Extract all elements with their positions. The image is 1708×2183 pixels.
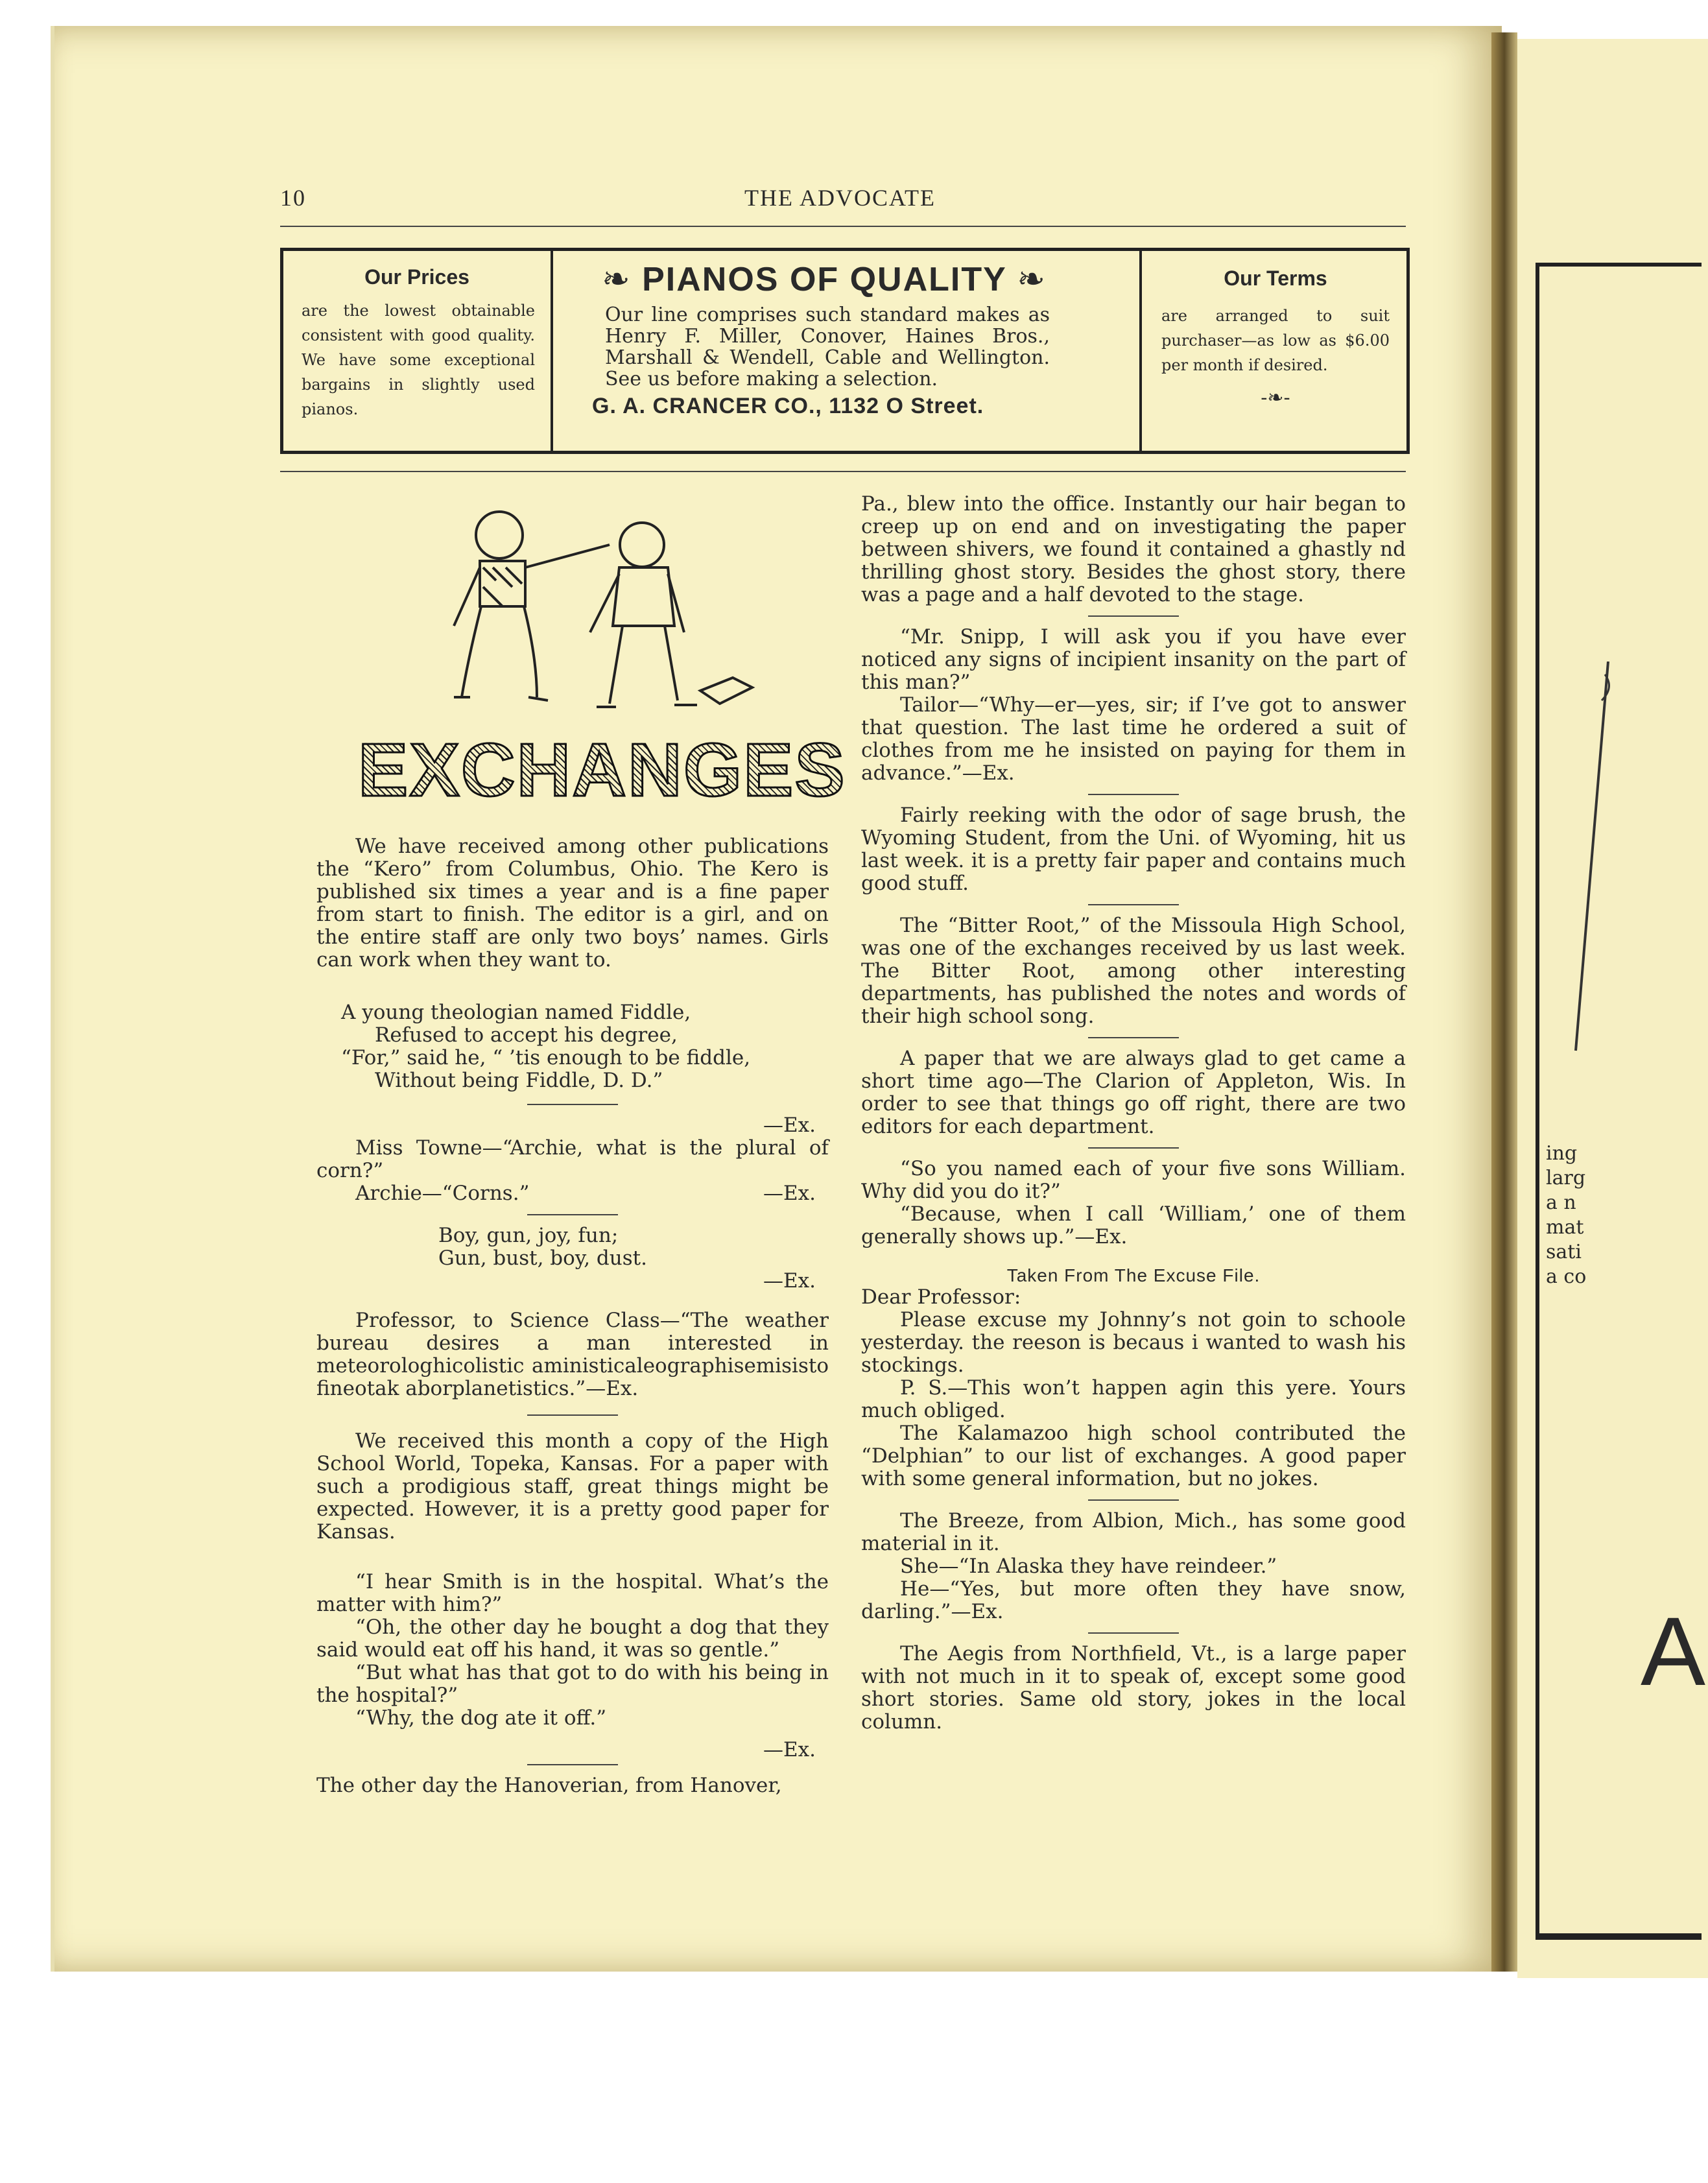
clarion-paragraph: A paper that we are always glad to get came a short time ago—The Clarion of Appleton, Wis. In order to see that things go off right, there are two editors for each department. bbox=[861, 1047, 1406, 1138]
smith-paragraph: “I hear Smith is in the hospital. What’s the matter with him?” bbox=[316, 1570, 829, 1616]
ad-terms-text: are arranged to suit purchaser—as low as $6.00 per month if desired. bbox=[1161, 307, 1390, 374]
separator bbox=[1088, 1147, 1179, 1149]
piano-advertisement bbox=[280, 248, 1410, 454]
excuse-postscript: P. S.—This won’t happen agin this yere. Yours much obliged. bbox=[861, 1376, 1406, 1422]
ad-terms-title: Our Terms bbox=[1224, 267, 1327, 290]
poem-line: Without being Fiddle, D. D.” bbox=[375, 1069, 663, 1092]
wyoming-paragraph: Fairly reeking with the odor of sage brush, the Wyoming Student, from the Uni. of Wyoming, hit us last week. it is a pretty fair paper and contains much good stuff. bbox=[861, 804, 1406, 895]
snipp-paragraph: “Mr. Snipp, I will ask you if you have ever noticed any signs of incipient insanity on the part of this man?” bbox=[861, 625, 1406, 694]
ad-bottom-rule bbox=[280, 471, 1406, 472]
separator bbox=[1088, 615, 1179, 617]
breeze-paragraph: The Breeze, from Albion, Mich., has some good material in it. bbox=[861, 1509, 1406, 1555]
adjacent-big-letter: A bbox=[1641, 1597, 1706, 1706]
separator bbox=[527, 1414, 618, 1416]
breeze-paragraph-2: She—“In Alaska they have reindeer.” bbox=[900, 1555, 1277, 1578]
adjacent-text-5: sati bbox=[1546, 1241, 1582, 1263]
excuse-salutation: Dear Professor: bbox=[861, 1285, 1021, 1309]
towne-paragraph: Miss Towne—“Archie, what is the plural of corn?” bbox=[316, 1136, 829, 1182]
adjacent-page-illustration bbox=[1569, 662, 1621, 1064]
william-paragraph: “So you named each of your five sons William. Why did you do it?” bbox=[861, 1157, 1406, 1203]
separator bbox=[1088, 1037, 1179, 1038]
left-column bbox=[316, 835, 829, 1797]
excuse-file-heading: Taken From The Excuse File. bbox=[1006, 1265, 1261, 1285]
ad-center-text: Our line comprises such standard makes as Henry F. Miller, Conover, Haines Bros., Marshall & Wendell, Cable and Wellington. See us before making a selection. bbox=[605, 304, 1050, 390]
smith-paragraph-2: “Oh, the other day he bought a dog that they said would eat off his hand, it was so gentle.” bbox=[316, 1616, 829, 1662]
separator bbox=[1088, 1499, 1179, 1501]
hanoverian-paragraph: The other day the Hanoverian, from Hanover, bbox=[316, 1774, 782, 1797]
archie-text: Archie—“Corns.” bbox=[355, 1182, 530, 1205]
tailor-paragraph: Tailor—“Why—er—yes, sir; if I’ve got to answer that question. The last time he ordered a suit of clothes from me he insisted on paying for them in advance.”—Ex. bbox=[861, 693, 1406, 785]
separator bbox=[527, 1764, 618, 1765]
poem-line: A young theologian named Fiddle, bbox=[341, 1001, 691, 1024]
book-gutter bbox=[1491, 32, 1517, 1972]
ad-ornament-icon: -❧- bbox=[1261, 387, 1290, 409]
smith-paragraph-4: “Why, the dog ate it off.” bbox=[355, 1706, 607, 1730]
poem-line: Boy, gun, joy, fun; bbox=[438, 1224, 619, 1247]
ad-center-column bbox=[553, 251, 1095, 451]
adjacent-text-4: mat bbox=[1546, 1216, 1584, 1239]
adjacent-text-2: larg bbox=[1546, 1167, 1586, 1189]
separator bbox=[1088, 1632, 1179, 1634]
william-paragraph-2: “Because, when I call ‘William,’ one of them generally shows up.”—Ex. bbox=[861, 1202, 1406, 1248]
professor-paragraph: Professor, to Science Class—“The weather bureau desires a man interested in meteorologhicolistic aministicaleographisemisisto fineotak aborplanetistics.”—Ex. bbox=[316, 1309, 829, 1400]
poem-line: Refused to accept his degree, bbox=[375, 1023, 678, 1047]
separator bbox=[527, 1214, 618, 1215]
header-rule bbox=[280, 226, 1406, 227]
adjacent-text-1: ing bbox=[1546, 1142, 1578, 1165]
ad-headline-text: PIANOS OF QUALITY bbox=[642, 261, 1006, 298]
separator bbox=[1088, 904, 1179, 905]
separator bbox=[1088, 794, 1179, 795]
breeze-paragraph-3: He—“Yes, but more often they have snow, darling.”—Ex. bbox=[861, 1577, 1406, 1623]
ad-headline bbox=[553, 260, 1095, 299]
ad-prices-text: are the lowest obtainable consistent with good quality. We have some exceptional bargains in slightly used pianos. bbox=[302, 302, 535, 418]
separator bbox=[527, 1104, 618, 1105]
ex-credit: —Ex. bbox=[763, 1269, 816, 1293]
smith-paragraph-3: “But what has that got to do with his being in the hospital?” bbox=[316, 1661, 829, 1707]
archie-line bbox=[316, 1182, 829, 1205]
ad-fleuron-right-icon: ❧ bbox=[1006, 261, 1047, 298]
ex-credit: —Ex. bbox=[763, 1114, 816, 1137]
exchanges-heading: EXCHANGES bbox=[358, 728, 846, 812]
kero-paragraph: We have received among other publications the “Kero” from Columbus, Ohio. The Kero is published six times a year and is a fine paper from start to finish. The editor is a girl, and on the entire staff are only two boys’ names. Girls can work when they want to. bbox=[316, 835, 829, 972]
fiddle-poem bbox=[329, 1001, 829, 1092]
bitter-root-paragraph: The “Bitter Root,” of the Missoula High School, was one of the exchanges received by us last week. The Bitter Root, among other interesting departments, has published the notes and words of their high school song. bbox=[861, 914, 1406, 1028]
ad-fleuron-left-icon: ❧ bbox=[602, 261, 643, 298]
ex-credit: —Ex. bbox=[763, 1738, 816, 1761]
poem-line: “For,” said he, “ ’tis enough to be fiddle, bbox=[341, 1046, 751, 1069]
school-world-paragraph: We received this month a copy of the High School World, Topeka, Kansas. For a paper with such a prodigious staff, great things might be expected. However, it is a pretty good paper for Kansas. bbox=[316, 1429, 829, 1544]
boy-poem bbox=[316, 1224, 829, 1270]
ex-credit: —Ex. bbox=[763, 1182, 816, 1205]
adjacent-text-3: a n bbox=[1546, 1191, 1576, 1214]
poem-line: Gun, bust, boy, dust. bbox=[438, 1247, 647, 1270]
adjacent-page bbox=[1517, 39, 1708, 1978]
aegis-paragraph: The Aegis from Northfield, Vt., is a large paper with not much in it to speak of, except some good short stories. Same old story, jokes in the local column. bbox=[861, 1642, 1406, 1734]
right-column bbox=[861, 493, 1406, 1734]
ad-prices-column bbox=[283, 251, 553, 451]
ad-company-line: G. A. CRANCER CO., 1132 O Street. bbox=[592, 394, 984, 418]
boxing-boys-illustration bbox=[363, 503, 785, 736]
page-title: THE ADVOCATE bbox=[744, 185, 936, 211]
hanoverian-continued: Pa., blew into the office. Instantly our hair began to creep up on end and on investigating the paper between shivers, we found it contained a ghastly nd thrilling ghost story. Besides the ghost story, there was a page and a half devoted to the stage. bbox=[861, 492, 1406, 606]
kalamazoo-paragraph: The Kalamazoo high school contributed the “Delphian” to our list of exchanges. A good paper with some general information, but no jokes. bbox=[861, 1422, 1406, 1490]
adjacent-text-6: a co bbox=[1546, 1265, 1587, 1288]
ad-prices-title: Our Prices bbox=[364, 265, 469, 289]
excuse-body: Please excuse my Johnny’s not goin to schoole yesterday. the reeson is becaus i wanted to wash his stockings. bbox=[861, 1308, 1406, 1377]
page-number: 10 bbox=[280, 185, 306, 211]
ad-terms-column bbox=[1139, 251, 1409, 451]
